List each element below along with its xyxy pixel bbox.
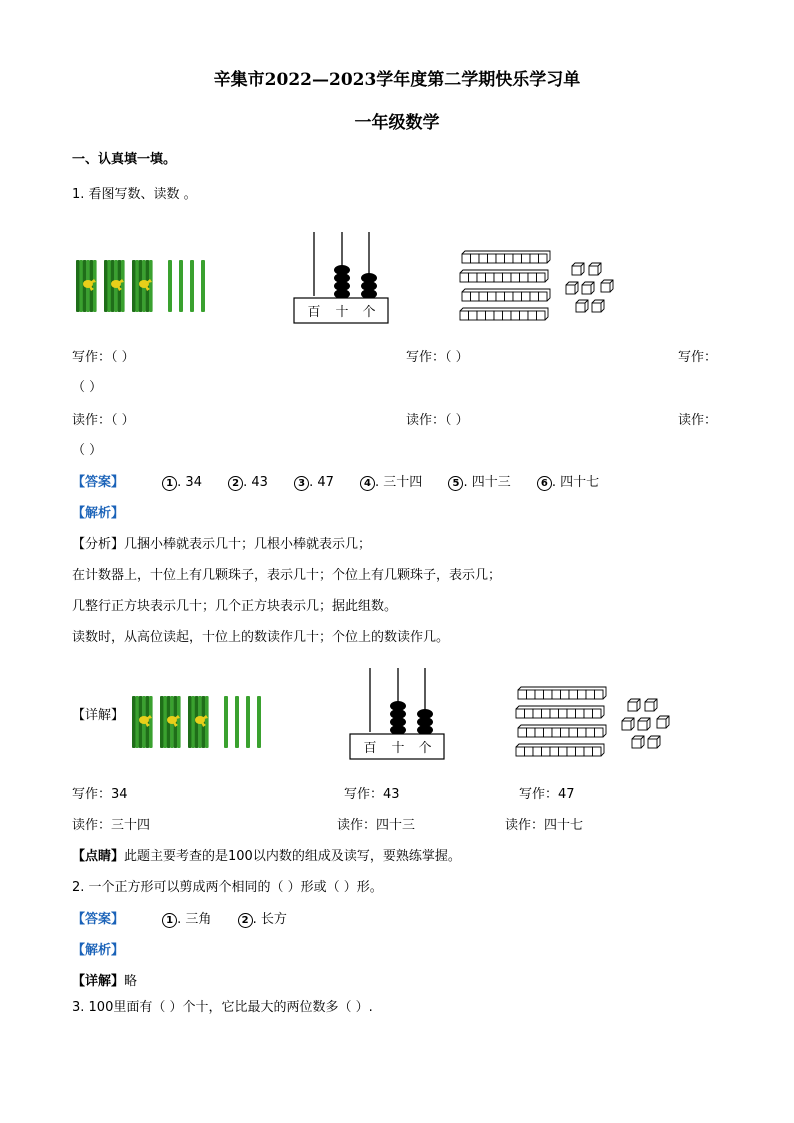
stick-bundle — [188, 696, 209, 748]
answer-item: 1 . 34 — [162, 475, 202, 491]
read-blank[interactable]: （ ） — [445, 413, 469, 428]
ten-block — [460, 308, 548, 320]
write-label: 写作： — [678, 350, 718, 365]
single-stick — [190, 260, 194, 312]
answer-row — [72, 912, 309, 928]
single-stick — [257, 696, 261, 748]
question-2-text: 2. 一个正方形可以剪成两个相同的（ ）形或（ ）形。 — [72, 880, 383, 895]
read-result: 读作：四十三 — [337, 818, 416, 833]
ten-block — [516, 744, 604, 756]
ten-block — [460, 270, 548, 282]
single-stick — [224, 696, 228, 748]
read-blank[interactable]: （ ） — [72, 443, 103, 458]
answer-item: 2 . 43 — [228, 475, 268, 491]
write-blank[interactable]: （ ） — [445, 350, 469, 365]
answer-item: 6 . 四十七 — [537, 475, 599, 491]
analysis-line: 在计数器上，十位上有几颗珠子，表示几十；个位上有几颗珠子，表示几； — [72, 568, 502, 583]
written-result: 写作：43 — [344, 787, 400, 802]
analysis-line: 【分析】几捆小棒就表示几十；几根小棒就表示几； — [72, 537, 372, 552]
detail-tag: 【详解】 — [72, 708, 125, 723]
unit-cube — [572, 263, 584, 275]
comment-tag: 【点睛】 — [72, 849, 125, 864]
ten-block — [518, 725, 606, 737]
single-stick — [201, 260, 205, 312]
tens-beads — [334, 265, 350, 299]
stick-bundle — [132, 696, 153, 748]
write-blank[interactable]: （ ） — [111, 350, 135, 365]
written-result: 写作：47 — [519, 787, 575, 802]
unit-cube — [648, 736, 660, 748]
unit-cube — [566, 282, 578, 294]
analysis-tag: 【解析】 — [72, 506, 125, 521]
unit-cube — [628, 699, 640, 711]
analysis-line: 读数时，从高位读起，十位上的数读作几十；个位上的数读作几。 — [72, 630, 450, 645]
abacus-label-ones: 个 — [362, 305, 376, 320]
ten-block — [462, 251, 550, 263]
svg-text:个: 个 — [418, 741, 432, 756]
ten-block — [518, 687, 606, 699]
abacus-figure — [292, 230, 392, 326]
answer-item: 5 . 四十三 — [448, 475, 510, 491]
unit-cube — [576, 300, 588, 312]
unit-cube — [582, 282, 594, 294]
stick-bundles-figure — [76, 258, 216, 318]
stick-bundle — [160, 696, 181, 748]
write-blank[interactable]: （ ） — [72, 380, 103, 395]
cube-blocks-figure-detail — [514, 688, 684, 764]
write-label: 写作： — [406, 350, 446, 365]
analysis-line: 几整行正方块表示几十；几个正方块表示几；据此组数。 — [72, 599, 398, 614]
read-label: 读作： — [72, 413, 112, 428]
analysis-tag: 【解析】 — [72, 943, 125, 958]
cube-blocks-figure — [458, 252, 628, 328]
answer-tag: 【答案】 — [72, 912, 125, 927]
question-1-text: 1. 看图写数、读数 。 — [72, 187, 197, 202]
doc-title: 辛集市2022—2023学年度第二学期快乐学习单 — [213, 70, 581, 90]
unit-cube — [645, 699, 657, 711]
single-stick — [168, 260, 172, 312]
unit-cube — [601, 280, 613, 292]
ten-block — [516, 706, 604, 718]
svg-text:十: 十 — [391, 741, 405, 756]
abacus-figure-detail — [348, 666, 448, 762]
comment-line: 【点睛】此题主要考查的是100以内数的组成及读写，要熟练掌握。 — [72, 849, 461, 864]
svg-text:百: 百 — [363, 741, 377, 756]
read-label: 读作： — [406, 413, 446, 428]
read-result: 读作：四十七 — [505, 818, 584, 833]
stick-bundles-figure-detail — [132, 694, 272, 754]
unit-cube — [632, 736, 644, 748]
single-stick — [179, 260, 183, 312]
read-label: 读作： — [678, 413, 718, 428]
answer-tag: 【答案】 — [72, 475, 125, 490]
unit-cube — [657, 716, 669, 728]
detail-line: 【详解】略 — [72, 974, 138, 989]
stick-bundle — [104, 260, 125, 312]
section-heading: 一、认真填一填。 — [72, 152, 177, 167]
abacus-label-hundreds: 百 — [307, 305, 321, 320]
answer-item: 2 . 长方 — [238, 912, 287, 928]
read-result: 读作：三十四 — [72, 818, 151, 833]
doc-subtitle: 一年级数学 — [354, 113, 440, 133]
single-stick — [235, 696, 239, 748]
single-stick — [246, 696, 250, 748]
answer-item: 3 . 47 — [294, 475, 334, 491]
unit-cube — [592, 300, 604, 312]
stick-bundle — [132, 260, 153, 312]
answer-row — [72, 475, 621, 491]
ones-beads — [361, 273, 377, 299]
written-result: 写作：34 — [72, 787, 128, 802]
question-3-text: 3. 100里面有（ ）个十，它比最大的两位数多（ ）. — [72, 1000, 373, 1015]
abacus-label-tens: 十 — [335, 305, 349, 320]
stick-bundle — [76, 260, 97, 312]
ten-block — [462, 289, 550, 301]
unit-cube — [589, 263, 601, 275]
answer-item: 1 . 三角 — [162, 912, 211, 928]
unit-cube — [622, 718, 634, 730]
detail-tag: 【详解】 — [72, 974, 125, 989]
answer-item: 4 . 三十四 — [360, 475, 422, 491]
unit-cube — [638, 718, 650, 730]
read-blank[interactable]: （ ） — [111, 413, 135, 428]
write-label: 写作： — [72, 350, 112, 365]
